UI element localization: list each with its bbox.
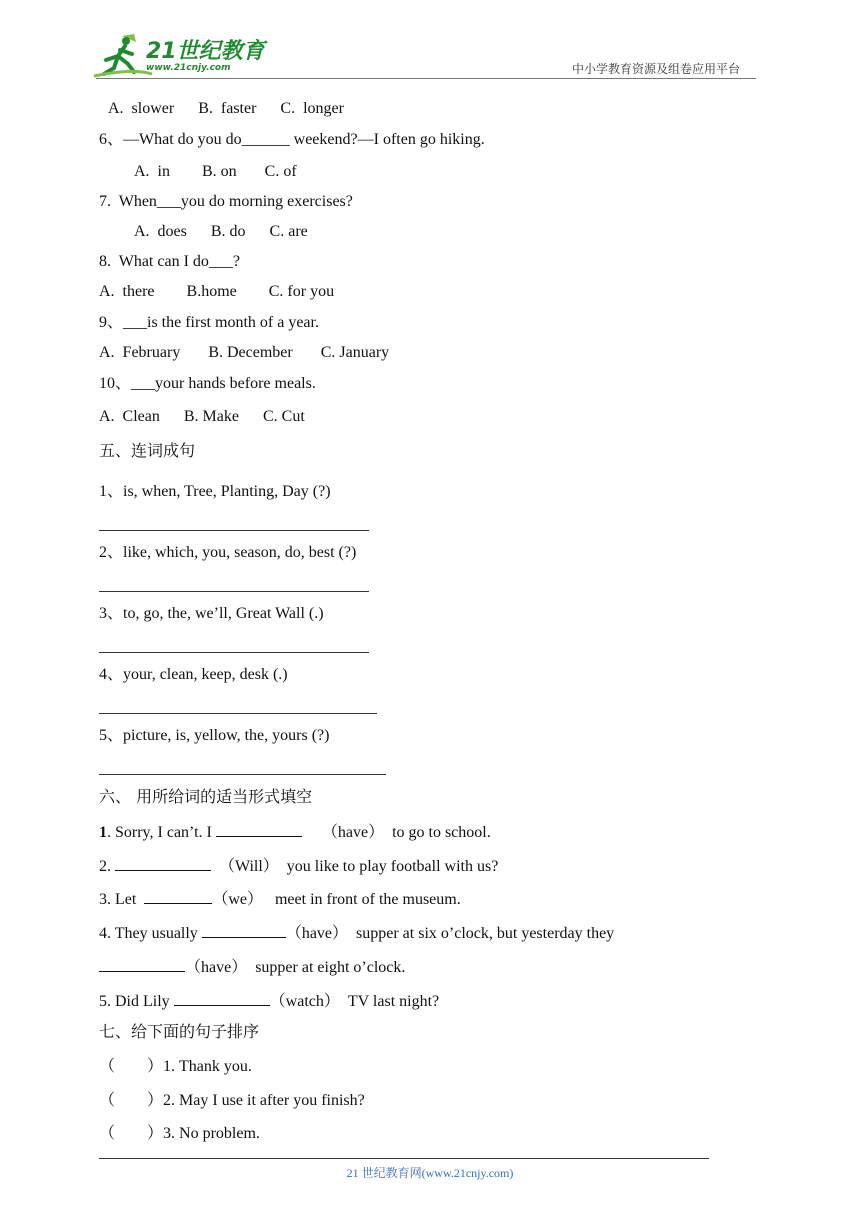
q7-question: 7. When___you do morning exercises? <box>99 193 353 210</box>
q8-options: A. there B.home C. for you <box>99 283 335 300</box>
header-platform-text: 中小学教育资源及组卷应用平台 <box>572 62 741 76</box>
s5-item-5: 5、picture, is, yellow, the, yours (?) <box>99 727 330 744</box>
s6-q2-text-b: （Will） you like to play football with us? <box>219 858 499 875</box>
s5-item-3: 3、to, go, the, we’ll, Great Wall (.) <box>99 605 324 622</box>
s7-item-1-paren[interactable]: （ ） <box>99 1058 164 1075</box>
s6-q3-blank[interactable] <box>144 888 212 904</box>
s6-q4-text-b: （have） supper at six o’clock, but yesterday they <box>285 925 615 942</box>
q7-options: A. does B. do C. are <box>134 223 308 240</box>
s6-q3 <box>99 888 461 910</box>
s5-answer-line-1[interactable] <box>99 530 369 531</box>
s6-q2-blank[interactable] <box>115 855 211 871</box>
s6-q4-cont <box>99 956 405 978</box>
s5-answer-line-4[interactable] <box>99 713 377 714</box>
s7-item-1-text: 1. Thank you. <box>163 1058 252 1075</box>
s6-q1-text-a: . Sorry, I can’t. I <box>107 824 216 841</box>
q9-options: A. February B. December C. January <box>99 344 390 361</box>
s5-item-1: 1、is, when, Tree, Planting, Day (?) <box>99 483 331 500</box>
footer-text[interactable]: 21 世纪教育网(www.21cnjy.com) <box>346 1166 514 1180</box>
s6-q4-blank-1[interactable] <box>202 922 286 938</box>
q10-options: A. Clean B. Make C. Cut <box>99 408 305 425</box>
s5-item-4: 4、your, clean, keep, desk (.) <box>99 666 288 683</box>
q6-options: A. in B. on C. of <box>134 163 297 180</box>
s7-item-1 <box>99 1057 252 1077</box>
s5-item-2: 2、like, which, you, season, do, best (?) <box>99 544 357 561</box>
s6-q1 <box>99 821 491 843</box>
s7-item-3-paren[interactable]: （ ） <box>99 1125 164 1142</box>
q5-options: A. slower B. faster C. longer <box>108 100 344 117</box>
q10-question: 10、___your hands before meals. <box>99 375 316 392</box>
s6-q5-text-b: （watch） TV last night? <box>269 993 440 1010</box>
s5-answer-line-5[interactable] <box>99 774 386 775</box>
s6-q4-blank-2[interactable] <box>99 956 185 972</box>
section5-title: 五、连词成句 <box>99 441 196 460</box>
s5-answer-line-3[interactable] <box>99 652 369 653</box>
s6-q5-blank[interactable] <box>174 990 270 1006</box>
s7-item-2-paren[interactable]: （ ） <box>99 1092 164 1109</box>
s5-answer-line-2[interactable] <box>99 591 369 592</box>
s6-q1-blank[interactable] <box>216 821 302 837</box>
s6-q3-text-b: （we） meet in front of the museum. <box>212 891 461 908</box>
s7-item-3 <box>99 1124 260 1144</box>
q6-question: 6、—What do you do______ weekend?—I often go hiking. <box>99 131 485 148</box>
s6-q1-num: 1 <box>99 824 107 841</box>
s7-item-2-text: 2. May I use it after you finish? <box>163 1092 365 1109</box>
s7-item-2 <box>99 1091 365 1111</box>
s6-q2-text-a: 2. <box>99 858 115 875</box>
s6-q1-text-b: （have） to go to school. <box>321 824 491 841</box>
section7-title: 七、给下面的句子排序 <box>99 1022 260 1041</box>
s6-q4-text-c: （have） supper at eight o’clock. <box>185 959 406 976</box>
q8-question: 8. What can I do___? <box>99 253 240 270</box>
header-rule <box>96 78 756 79</box>
s7-item-3-text: 3. No problem. <box>163 1125 260 1142</box>
s6-q5-text-a: 5. Did Lily <box>99 993 174 1010</box>
s6-q5 <box>99 990 439 1012</box>
s6-q3-text-a: 3. Let <box>99 891 145 908</box>
q9-question: 9、___is the first month of a year. <box>99 314 319 331</box>
section6-title: 六、 用所给词的适当形式填空 <box>99 787 313 806</box>
s6-q4 <box>99 922 614 944</box>
s6-q4-text-a: 4. They usually <box>99 925 202 942</box>
s6-q2 <box>99 855 498 877</box>
logo-url: www.21cnjy.com <box>146 63 231 73</box>
logo-text: 21世纪教育 <box>146 39 265 64</box>
footer-rule <box>99 1158 709 1159</box>
